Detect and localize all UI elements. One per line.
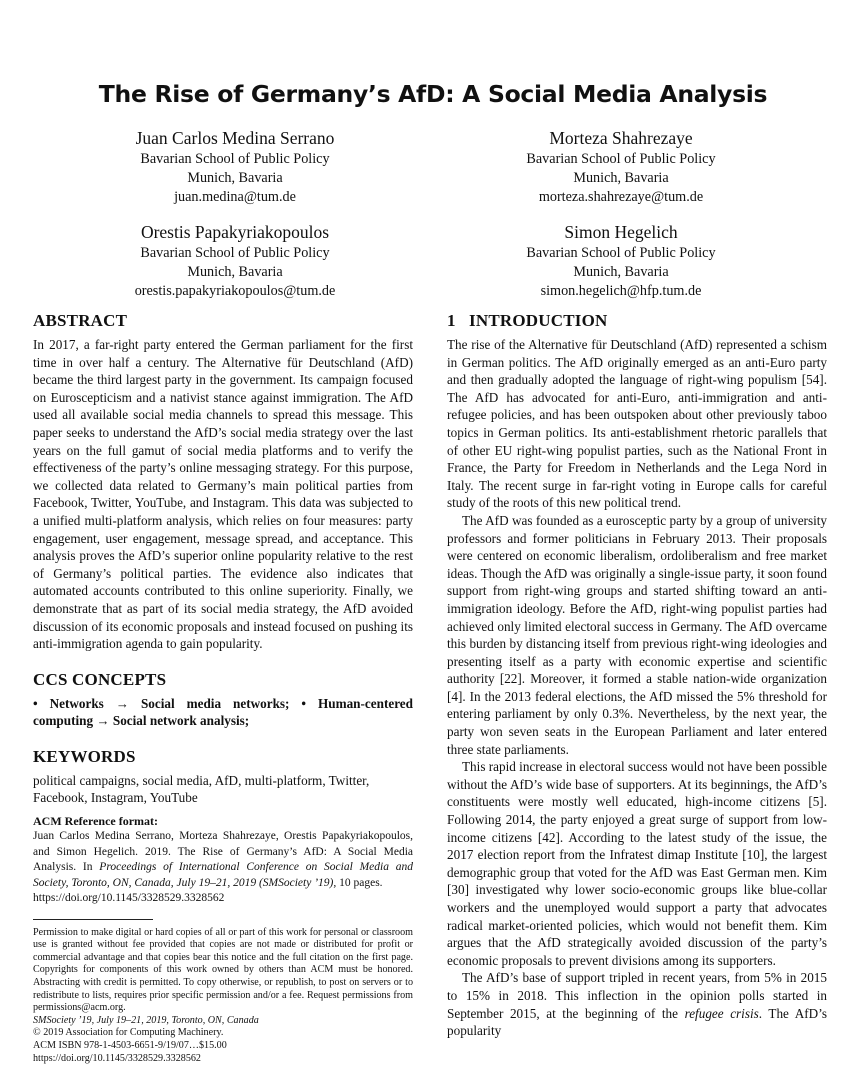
keywords-section: [33, 746, 413, 807]
permission-doi[interactable]: https://doi.org/10.1145/3328529.3328562: [33, 1052, 201, 1064]
right-column: [447, 310, 827, 1040]
paper-title: The Rise of Germany’s AfD: A Social Media Analysis: [98, 80, 768, 108]
author-email: simon.hegelich@hfp.tum.de: [540, 283, 702, 299]
permission-notice: Permission to make digital or hard copies of all or part of this work for personal or classroom use is granted without fee provided that copies are not made or distributed for profit or commercial advantage and that copies bear this notice and the full citation on the first page. Copyrights for components of this work owned by others than ACM must be honored. Abstracting with credit is permitted. To copy otherwise, or republish, to post on servers or to redistribute to lists, requires prior specific permission and/or a fee. Request permissions from permissions@acm.org.: [33, 926, 413, 1014]
author-block-1: [45, 127, 425, 207]
introduction-paragraph-2: The AfD was founded as a eurosceptic party by a group of university professors and former politicians in February 2013. Their proposals were centered on economic liberalism, ordoliberalism and free market ideas. Though the AfD was originally a single-issue party, it soon found support from right-wing groups and started shifting toward an anti-immigration ideology. Before the AfD, right-wing populist parties had achieved only limited electoral success in Germany. The AfD overcame this burden by distancing itself from previous right-wing ideologies and presenting itself as a party with economic expertise and scientific authority [22]. Moreover, it formed a stable nation-wide organization [4]. In the 2013 federal elections, the AfD missed the 5% threshold for entering parliament by only 0.3%. Nevertheless, by the next year, the party won seven seats in the European Parliament and later entered three state parliaments.: [447, 512, 827, 757]
author-name: Morteza Shahrezaye: [549, 128, 693, 148]
keywords-text: political campaigns, social media, AfD, multi-platform, Twitter, Facebook, Instagram, YouTube: [33, 772, 370, 806]
permission-venue: SMSociety ’19, July 19–21, 2019, Toronto, ON, Canada: [33, 1014, 259, 1026]
introduction-paragraph-3: This rapid increase in electoral success would not have been possible without the AfD’s wide base of supporters. At its beginnings, the AfD’s constituents were mostly well educated, high-income citizens [5]. Following 2014, the party enjoyed a great surge of support from low-income citizens [42]. According to the latest study of the issue, the 2017 election report from the Infratest dimap Institute [10], the largest demographic group that voted for the AfD was East German men. Kim [30] investigated why lower socio-economic groups like blue-collar workers and the unemployed would support a party that advocates radical market-oriented policies, which would not benefit them. Kim argues that the AfD strategically avoided discussion of the party’s economic proposals to prevent divisions among its supporters.: [447, 759, 827, 968]
reference-format-heading: ACM Reference format:: [33, 814, 159, 829]
footnote-rule: [33, 919, 153, 920]
author-block-3: [45, 221, 425, 301]
author-affiliation: Bavarian School of Public Policy: [526, 245, 716, 261]
author-email: morteza.shahrezaye@tum.de: [538, 189, 704, 205]
ccs-text: • Networks → Social media networks; • Human-centered computing → Social network analysis;: [33, 695, 413, 729]
paragraph-4-italic: refugee crisis: [684, 1005, 759, 1021]
reference-format-text: [33, 829, 413, 907]
reference-text-start: Juan Carlos Medina Serrano, Morteza Shahrezaye, Orestis Papakyriakopoulos, and Simon Hegelich. 2019. The Rise of Germany’s AfD: A Social Media Analysis. In: [33, 830, 413, 874]
paragraph-4-start: The AfD’s base of support tripled in recent years, from 5% in 2015 to 15% in 2018. This inflection in the opinion polls started in September 2015, at the beginning of the: [447, 970, 827, 1021]
ccs-heading: CCS CONCEPTS: [33, 669, 167, 689]
author-affiliation: Bavarian School of Public Policy: [140, 245, 330, 261]
author-name: Simon Hegelich: [564, 222, 678, 242]
author-block-4: [431, 221, 811, 301]
author-affiliation: Bavarian School of Public Policy: [140, 151, 330, 167]
author-email: orestis.papakyriakopoulos@tum.de: [134, 283, 336, 299]
author-location: Munich, Bavaria: [187, 170, 283, 186]
introduction-heading: 1 INTRODUCTION: [447, 311, 608, 330]
author-block-2: [431, 127, 811, 207]
abstract-heading: ABSTRACT: [33, 311, 128, 330]
ccs-section: [33, 669, 413, 730]
keywords-heading: KEYWORDS: [33, 746, 136, 766]
permission-copyright: © 2019 Association for Computing Machinery.: [33, 1027, 224, 1039]
abstract-text: In 2017, a far-right party entered the German parliament for the first time in over half a century. The Alternative für Deutschland (AfD) became the third largest party in the government. Its campaign focused on Euroscepticism and a nativist stance against immigration. The AfD used all available social media channels to spread this message. This paper seeks to understand the AfD’s social media strategy over the last years on the full gamut of social media platforms and to verify the effectiveness of the party’s online messaging strategy. For this purpose, we collected data related to Germany’s main political parties from Facebook, Twitter, YouTube, and Instagram. This data was subjected to a unified multi-platform analysis, which relies on four measures: party engagement, user engagement, message spread, and acceptance. This analysis proves the AfD’s superior online popularity relative to the rest of Germany’s political parties. The evidence also indicates that automated accounts contributed to this online superiority. Finally, we demonstrate that as part of its social media strategy, the AfD avoided discussion of its economic proposals and instead focused on pushing its anti-immigration agenda to gain popularity.: [33, 337, 413, 652]
author-affiliation: Bavarian School of Public Policy: [526, 151, 716, 167]
reference-doi[interactable]: https://doi.org/10.1145/3328529.3328562: [33, 892, 225, 905]
paragraph-4-end: . The AfD’s popularity: [447, 1005, 827, 1039]
introduction-paragraph-4: [447, 969, 827, 1039]
author-name: Orestis Papakyriakopoulos: [140, 222, 330, 242]
introduction-paragraph-1: The rise of the Alternative für Deutschland (AfD) represented a schism in German politics. The AfD originally emerged as an anti-Euro party and then gradually adopted the language of right-wing populism [54]. The AfD has advocated for anti-Euro, anti-immigration and anti-refugee policies, and has been outspoken about other previously taboo topics in German politics. Its anti-establishment rhetoric parallels that of other EU right-wing populist parties, such as the National Front in France, the Party for Freedom in Netherlands and the Lega Nord in Italy. The recent surge in far-right voting in Europe calls for careful study of the roots of this new political trend.: [447, 337, 827, 511]
introduction-text: [447, 336, 827, 1040]
permission-isbn: ACM ISBN 978-1-4503-6651-9/19/07…$15.00: [33, 1039, 227, 1051]
author-location: Munich, Bavaria: [187, 264, 283, 280]
author-name: Juan Carlos Medina Serrano: [135, 128, 335, 148]
reference-text-pages: 10 pages.: [336, 876, 383, 889]
left-column: [33, 310, 413, 1065]
author-email: juan.medina@tum.de: [174, 189, 296, 205]
author-location: Munich, Bavaria: [573, 170, 669, 186]
author-location: Munich, Bavaria: [573, 264, 669, 280]
reference-text-venue: Proceedings of International Conference on Social Media and Society, Toronto, ON, Canada, July 19–21, 2019 (SMSociety ’19),: [33, 861, 413, 889]
